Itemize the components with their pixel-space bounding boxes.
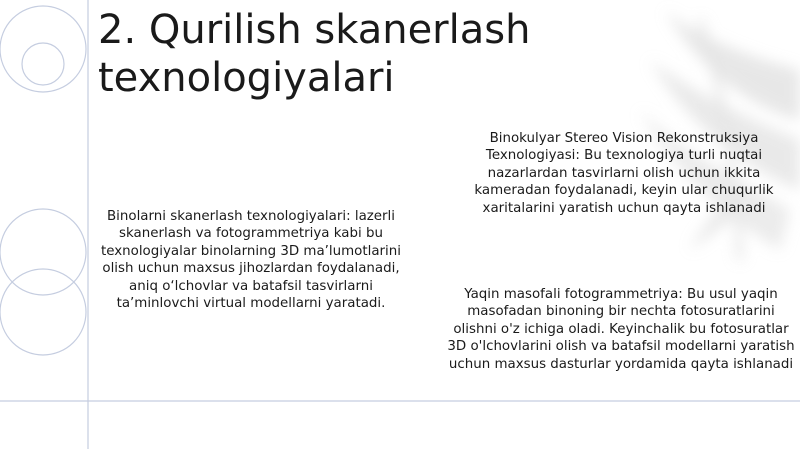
- right-top-paragraph: Binokulyar Stereo Vision Rekonstruksiya Texnologiyasi: Bu texnologiya turli nuqtai nazarlardan tasvirlarni olish uchun ikkita kameradan foydalanadi, keyin ular chuqurlik xaritalarini yaratish uchun qayta ishlanadi: [474, 131, 774, 216]
- top-circle-outer: [0, 6, 86, 92]
- right-bottom-paragraph: Yaqin masofali fotogrammetriya: Bu usul yaqin masofadan binoning bir nechta fotosuratlarini olishni o'z ichiga oladi. Keyinchalik bu fotosuratlar 3D o'lchovlarini olish va batafsil modellarni yaratish uchun maxsus dasturlar yordamida qayta ishlanadi: [447, 287, 795, 372]
- left-paragraph: Binolarni skanerlash texnologiyalari: lazerli skanerlash va fotogrammetriya kabi bu texnologiyalar binolarning 3D ma’lumotlarini olish uchun maxsus jihozlardan foydalanadi, aniq o‘lchovlar va batafsil tasvirlarni ta’minlovchi virtual modellarni yaratadi.: [100, 209, 401, 312]
- slide-title: 2. Qurilish skanerlash texnologiyalari: [98, 7, 531, 101]
- lower-circle: [0, 269, 86, 355]
- top-circle-inner: [22, 43, 64, 85]
- circle-outlines: [0, 6, 86, 355]
